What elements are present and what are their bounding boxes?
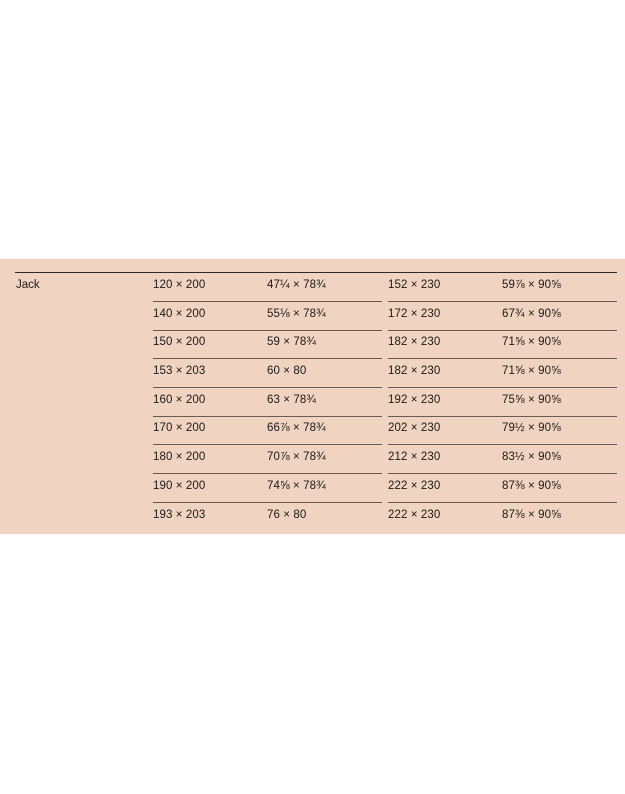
size-in-right: 87⅜ × 90⅝ [502,508,561,521]
size-in-right: 83½ × 90⅝ [502,451,561,464]
size-in-left: 70⅞ × 78¾ [267,451,326,464]
size-cm-left: 160 × 200 [153,393,206,406]
table-row [153,330,617,359]
size-in-left: 59 × 78¾ [267,336,317,349]
size-in-right: 79½ × 90⅝ [502,422,561,435]
size-in-right: 67¾ × 90⅝ [502,307,561,320]
table-row [153,359,617,388]
size-in-left: 60 × 80 [267,365,307,378]
size-cm-right: 222 × 230 [388,508,441,521]
size-cm-left: 180 × 200 [153,451,206,464]
size-in-left: 66⅞ × 78¾ [267,422,326,435]
table-row [153,445,617,474]
size-cm-right: 212 × 230 [388,451,441,464]
size-cm-left: 140 × 200 [153,307,206,320]
size-cm-left: 193 × 203 [153,508,206,521]
table-row [153,416,617,445]
table-row [153,388,617,417]
size-in-right: 75⅝ × 90⅝ [502,393,561,406]
product-name: Jack [16,279,40,291]
size-cm-right: 222 × 230 [388,479,441,492]
size-in-left: 63 × 78¾ [267,393,317,406]
size-cm-right: 152 × 230 [388,279,441,291]
table-row [153,302,617,331]
size-cm-right: 182 × 230 [388,365,441,378]
size-in-left: 47¼ × 78¾ [267,279,326,291]
size-cm-right: 172 × 230 [388,307,441,320]
size-cm-left: 190 × 200 [153,479,206,492]
size-cm-left: 170 × 200 [153,422,206,435]
size-cm-right: 202 × 230 [388,422,441,435]
table-row [153,474,617,503]
size-in-right: 87⅜ × 90⅝ [502,479,561,492]
size-in-left: 74⅝ × 78¾ [267,479,326,492]
size-table [153,273,617,531]
size-in-left: 76 × 80 [267,508,307,521]
size-in-right: 71⅝ × 90⅝ [502,365,561,378]
table-row [153,273,617,302]
size-cm-left: 153 × 203 [153,365,206,378]
size-in-right: 71⅝ × 90⅝ [502,336,561,349]
size-in-left: 55⅛ × 78¾ [267,307,326,320]
size-in-right: 59⅞ × 90⅝ [502,279,561,291]
size-cm-left: 150 × 200 [153,336,206,349]
size-cm-right: 192 × 230 [388,393,441,406]
size-cm-right: 182 × 230 [388,336,441,349]
table-row [153,503,617,532]
size-cm-left: 120 × 200 [153,279,206,291]
